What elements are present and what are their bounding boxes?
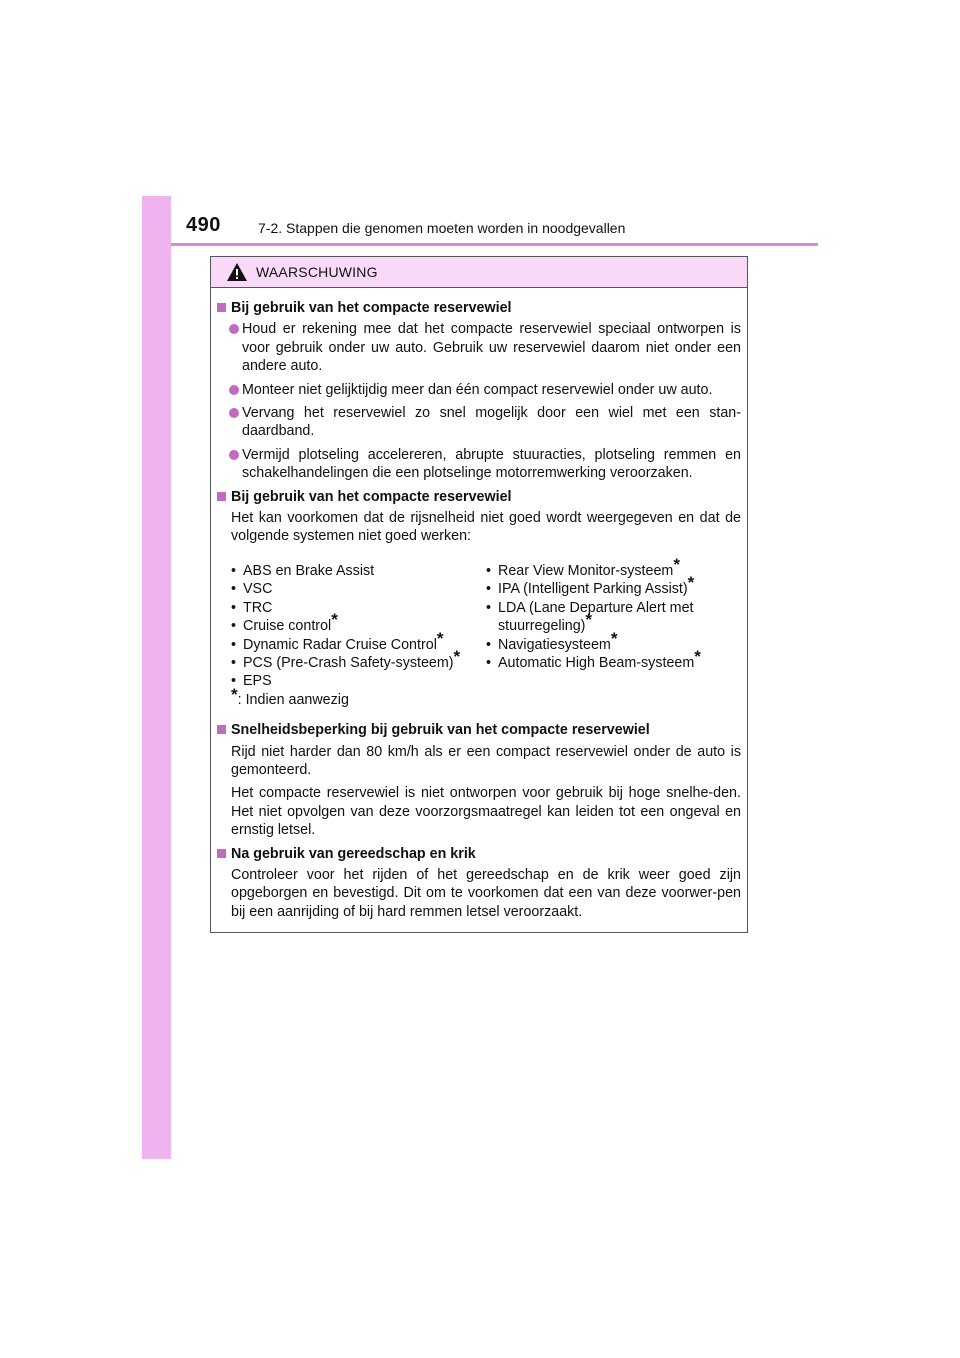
footnote-text: : Indien aanwezig (237, 691, 349, 708)
list-item: • VSC (231, 581, 273, 598)
bullet-item (217, 320, 741, 375)
header-rule (171, 243, 818, 246)
asterisk-mark: * (436, 628, 444, 648)
asterisk-mark: * (585, 610, 593, 630)
round-bullet-icon (229, 385, 239, 395)
square-bullet-icon (217, 303, 226, 312)
warning-header (211, 257, 747, 288)
systems-list-left (231, 562, 486, 691)
chapter-title: 7-2. Stappen die genomen moeten worden in noodgevallen (258, 220, 626, 236)
side-color-band (142, 196, 171, 1159)
paragraph: Het kan voorkomen dat de rijsnelheid niet goed wordt weergegeven en dat de volgende systemen niet goed werken: (231, 510, 741, 545)
asterisk-mark: * (453, 646, 461, 666)
paragraph: Controleer voor het rijden of het gereedschap en de krik weer goed zijn opgeborgen en bevestigd. Dit om te voorkomen dat een van deze voorwer-pen bij een aanrijding of bij hard remmen letsel veroorzaakt. (231, 866, 741, 920)
section-heading-text: Na gebruik van gereedschap en krik (231, 845, 476, 862)
square-bullet-icon (217, 492, 226, 501)
bullet-item (217, 446, 741, 483)
section-heading-text: Bij gebruik van het compacte reservewiel (231, 300, 512, 316)
warning-triangle-icon (226, 262, 248, 282)
list-item: • IPA (Intelligent Parking Assist)* (486, 573, 695, 598)
paragraph: Het compacte reservewiel is niet ontworpen voor gebruik bij hoge snelhe-den. Het niet opvolgen van deze voorzorgsmaatregel kan leiden tot een ongeval en ernstig letsel. (231, 785, 741, 839)
asterisk-mark: * (231, 684, 238, 704)
list-item: • EPS (231, 673, 272, 690)
asterisk-mark: * (610, 628, 618, 648)
asterisk-mark: * (673, 554, 680, 574)
round-bullet-icon (229, 408, 239, 418)
round-bullet-icon (229, 450, 239, 460)
section-heading (217, 488, 741, 506)
warning-content (211, 288, 747, 921)
bullet-text: Vervang het reservewiel zo snel mogelijk door een wiel met een stan-daardband. (242, 405, 741, 440)
section-heading-text: Snelheidsbeperking bij gebruik van het compacte reservewiel (231, 722, 650, 739)
asterisk-mark: * (694, 646, 701, 666)
list-item: • PCS (Pre-Crash Safety-systeem)* (231, 646, 461, 671)
round-bullet-icon (229, 324, 239, 334)
section-heading (217, 299, 741, 317)
bullet-text: Vermijd plotseling accelereren, abrupte stuuracties, plotseling remmen en schakelhandelingen die een plotselinge motorremwerking veroorzaken. (242, 446, 741, 482)
paragraph: Rijd niet harder dan 80 km/h als er een compact reservewiel onder de auto is gemonteerd. (231, 743, 741, 778)
bullet-item (217, 381, 741, 399)
square-bullet-icon (217, 849, 226, 858)
list-item: • TRC (231, 599, 273, 616)
bullet-item (217, 404, 741, 441)
systems-list (217, 554, 741, 691)
section-heading-text: Bij gebruik van het compacte reservewiel (231, 488, 512, 505)
list-item: • Cruise control* (231, 610, 338, 635)
asterisk-mark: * (331, 610, 338, 630)
list-item: • Automatic High Beam-systeem* (486, 646, 701, 671)
systems-list-right (486, 554, 741, 691)
footnote (217, 684, 741, 709)
list-item: • Dynamic Radar Cruise Control* (231, 628, 444, 653)
square-bullet-icon (217, 725, 226, 734)
list-item: • Rear View Monitor-systeem* (486, 554, 680, 579)
page-number: 490 (186, 214, 221, 236)
list-item: • ABS en Brake Assist (231, 562, 375, 579)
section-heading (217, 721, 741, 739)
asterisk-mark: * (687, 573, 695, 593)
warning-box (210, 256, 748, 933)
bullet-text: Monteer niet gelijktijdig meer dan één compact reservewiel onder uw auto. (242, 381, 713, 398)
list-item: • Navigatiesysteem* (486, 628, 618, 653)
bullet-text: Houd er rekening mee dat het compacte reservewiel speciaal ontworpen is voor gebruik onder uw auto. Gebruik uw reservewiel daarom niet onder een andere auto. (242, 321, 741, 375)
list-item: • LDA (Lane Departure Alert met stuurregeling)* (486, 599, 694, 635)
warning-title: WAARSCHUWING (256, 264, 378, 280)
section-heading (217, 845, 741, 863)
